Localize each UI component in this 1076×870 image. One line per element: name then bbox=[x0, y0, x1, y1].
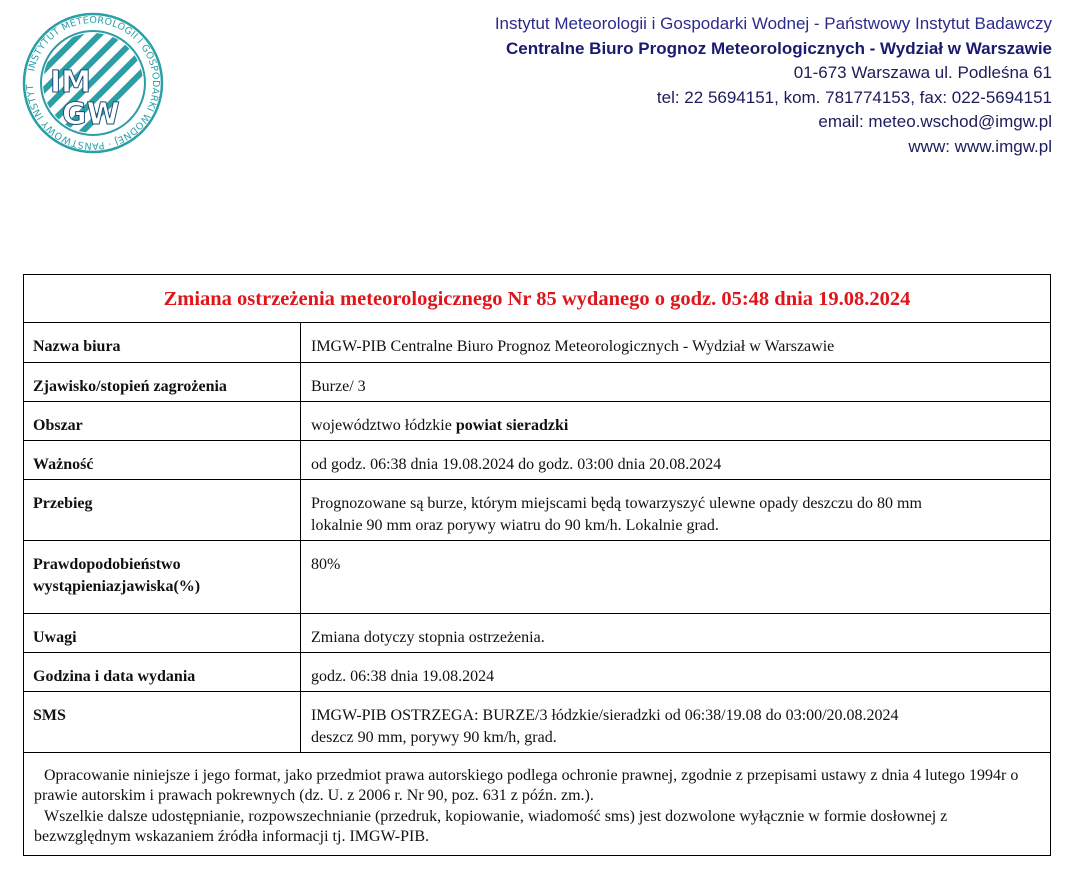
email: email: meteo.wschod@imgw.pl bbox=[818, 112, 1052, 131]
row-value: IMGW-PIB Centralne Biuro Prognoz Meteorologicznych - Wydział w Warszawie bbox=[301, 323, 1051, 362]
warning-title: Zmiana ostrzeżenia meteorologicznego Nr 85 wydanego o godz. 05:48 dnia 19.08.2024 bbox=[24, 275, 1050, 323]
course-line-1: Prognozowane są burze, którym miejscami będą towarzyszyć ulewne opady deszczu do 80 mm bbox=[311, 494, 922, 512]
row-value: 80% bbox=[301, 540, 1051, 613]
table-row bbox=[24, 401, 1050, 440]
logo-text-im: IM bbox=[50, 65, 92, 100]
row-value: Zmiana dotyczy stopnia ostrzeżenia. bbox=[301, 613, 1051, 652]
probability-label-1: Prawdopodobieństwo bbox=[33, 555, 181, 573]
row-value: od godz. 06:38 dnia 19.08.2024 do godz. 03:00 dnia 20.08.2024 bbox=[301, 440, 1051, 479]
row-value bbox=[301, 401, 1051, 440]
area-county: powiat sieradzki bbox=[455, 416, 569, 434]
bureau-name: Centralne Biuro Prognoz Meteorologicznych - Wydział w Warszawie bbox=[506, 38, 1052, 58]
institute-header bbox=[495, 12, 1052, 159]
table-row bbox=[24, 652, 1050, 691]
warning-document bbox=[23, 274, 1051, 856]
area-voivodeship: województwo łódzkie bbox=[311, 416, 456, 434]
row-label: Godzina i data wydania bbox=[24, 652, 301, 691]
row-label bbox=[24, 540, 301, 613]
table-row bbox=[24, 440, 1050, 479]
logo-text-gw: GW bbox=[62, 97, 120, 132]
copyright-paragraph-2: Wszelkie dalsze udostępnianie, rozpowszechnianie (przedruk, kopiowanie, wiadomość sms) jest dozwolone wyłącznie w formie dosłownej z bezwzględnym wskazaniem źródła informacji tj. IMGW-PIB. bbox=[34, 807, 948, 845]
table-row bbox=[24, 323, 1050, 362]
table-row bbox=[24, 362, 1050, 401]
row-value bbox=[301, 691, 1051, 752]
row-label: SMS bbox=[24, 691, 301, 752]
warning-table bbox=[24, 323, 1050, 753]
sms-line-2: deszcz 90 mm, porywy 90 km/h, grad. bbox=[311, 728, 557, 746]
table-row bbox=[24, 540, 1050, 613]
sms-line-1: IMGW-PIB OSTRZEGA: BURZE/3 łódzkie/sieradzki od 06:38/19.08 do 03:00/20.08.2024 bbox=[311, 706, 899, 724]
row-value: godz. 06:38 dnia 19.08.2024 bbox=[301, 652, 1051, 691]
row-value: Burze/ 3 bbox=[301, 362, 1051, 401]
website: www: www.imgw.pl bbox=[908, 136, 1052, 156]
row-label: Przebieg bbox=[24, 479, 301, 540]
copyright-paragraph-1: Opracowanie niniejsze i jego format, jako przedmiot prawa autorskiego podlega ochronie prawnej, zgodnie z przepisami ustawy z dnia 4 lutego 1994r o prawie autorskim i prawach pokrewnych (dz. U. z 2006 r. Nr 90, poz. 631 z późn. zm.). bbox=[34, 766, 1019, 804]
logo-ring-text: INSTYTUT METEOROLOGII I GOSPODARKI WODNEJ · PAŃSTWOWY INSTYT bbox=[24, 14, 162, 152]
row-label: Zjawisko/stopień zagrożenia bbox=[24, 362, 301, 401]
copyright-notice bbox=[24, 753, 1050, 855]
table-row bbox=[24, 479, 1050, 540]
row-label: Uwagi bbox=[24, 613, 301, 652]
phone-fax: tel: 22 5694151, kom. 781774153, fax: 022-5694151 bbox=[656, 87, 1052, 107]
probability-label-2: wystąpieniazjawiska(%) bbox=[33, 577, 201, 595]
row-value bbox=[301, 479, 1051, 540]
imgw-logo bbox=[22, 12, 164, 154]
institute-name: Instytut Meteorologii i Gospodarki Wodnej - Państwowy Instytut Badawczy bbox=[494, 14, 1052, 33]
course-line-2: lokalnie 90 mm oraz porywy wiatru do 90 km/h. Lokalnie grad. bbox=[311, 516, 719, 534]
row-label: Ważność bbox=[24, 440, 301, 479]
address: 01-673 Warszawa ul. Podleśna 61 bbox=[793, 63, 1052, 82]
row-label: Obszar bbox=[24, 401, 301, 440]
row-label: Nazwa biura bbox=[24, 323, 301, 362]
table-row bbox=[24, 691, 1050, 752]
table-row bbox=[24, 613, 1050, 652]
